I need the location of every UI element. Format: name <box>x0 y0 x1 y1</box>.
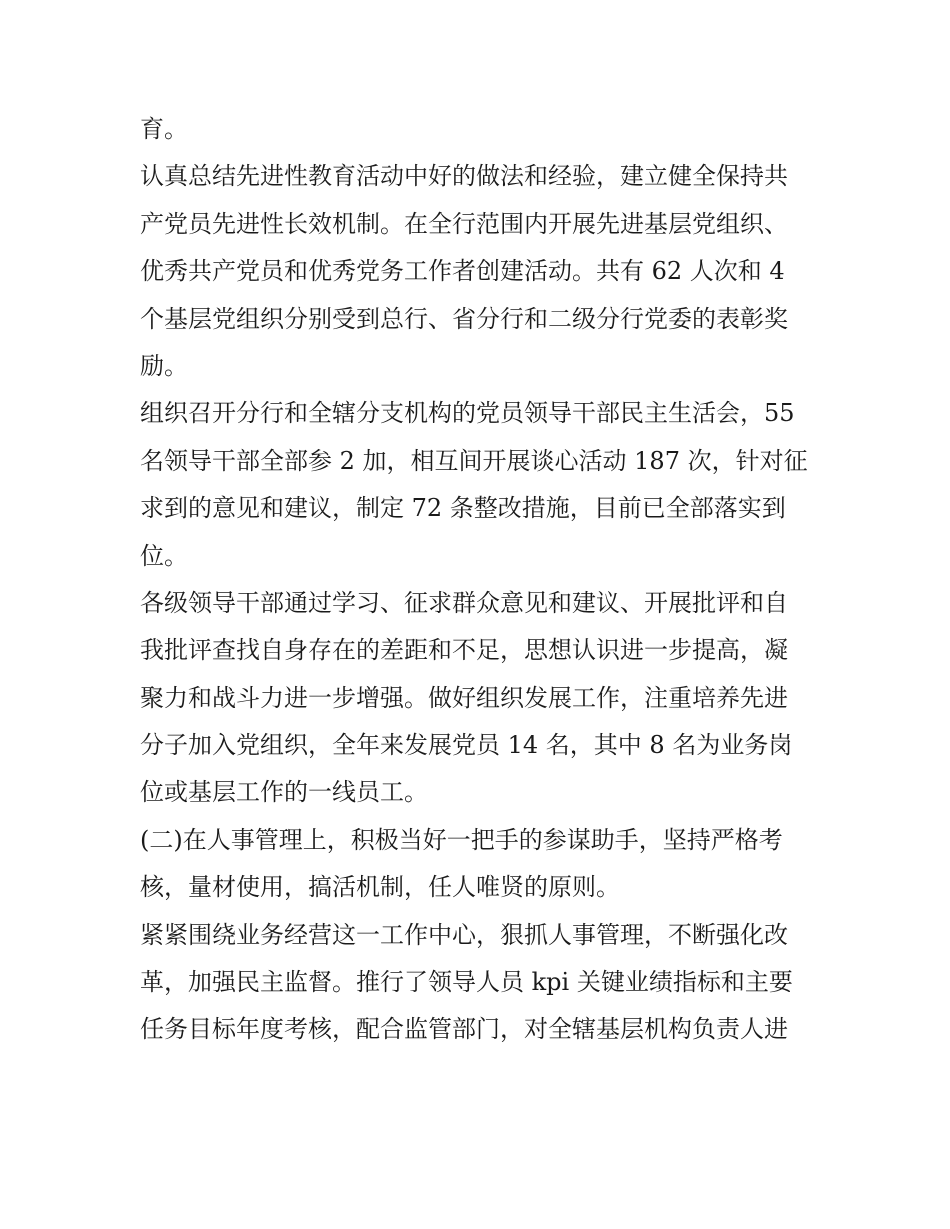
text-line: 聚力和战斗力进一步增强。做好组织发展工作，注重培养先进 <box>140 683 788 712</box>
text-line: 革，加强民主监督。推行了领导人员 kpi 关键业绩指标和主要 <box>140 968 793 997</box>
text-line: 励。 <box>140 351 188 380</box>
text-line: 名领导干部全部参 2 加，相互间开展谈心活动 187 次，针对征 <box>140 446 808 475</box>
text-line: 产党员先进性长效机制。在全行范围内开展先进基层党组织、 <box>140 209 788 238</box>
text-line: 认真总结先进性教育活动中好的做法和经验，建立健全保持共 <box>140 162 788 191</box>
text-line: 组织召开分行和全辖分支机构的党员领导干部民主生活会，55 <box>140 399 795 428</box>
document-body <box>140 106 820 1054</box>
text-line: 分子加入党组织，全年来发展党员 14 名，其中 8 名为业务岗 <box>140 731 793 760</box>
text-line: 个基层党组织分别受到总行、省分行和二级分行党委的表彰奖 <box>140 304 788 333</box>
text-line: 优秀共产党员和优秀党务工作者创建活动。共有 62 人次和 4 <box>140 257 785 286</box>
text-line: 任务目标年度考核，配合监管部门，对全辖基层机构负责人进 <box>140 1015 788 1044</box>
text-line: 育。 <box>140 115 188 143</box>
text-line: 位或基层工作的一线员工。 <box>140 778 428 807</box>
text-line: 求到的意见和建议，制定 72 条整改措施，目前已全部落实到 <box>140 494 786 523</box>
text-line: (二)在人事管理上，积极当好一把手的参谋助手，坚持严格考 <box>140 825 783 854</box>
text-line: 紧紧围绕业务经营这一工作中心，狠抓人事管理，不断强化改 <box>140 920 788 949</box>
text-line: 各级领导干部通过学习、征求群众意见和建议、开展批评和自 <box>140 588 788 617</box>
text-line: 我批评查找自身存在的差距和不足，思想认识进一步提高，凝 <box>140 636 788 665</box>
text-line: 位。 <box>140 541 188 570</box>
text-line: 核，量材使用，搞活机制，任人唯贤的原则。 <box>140 873 620 902</box>
